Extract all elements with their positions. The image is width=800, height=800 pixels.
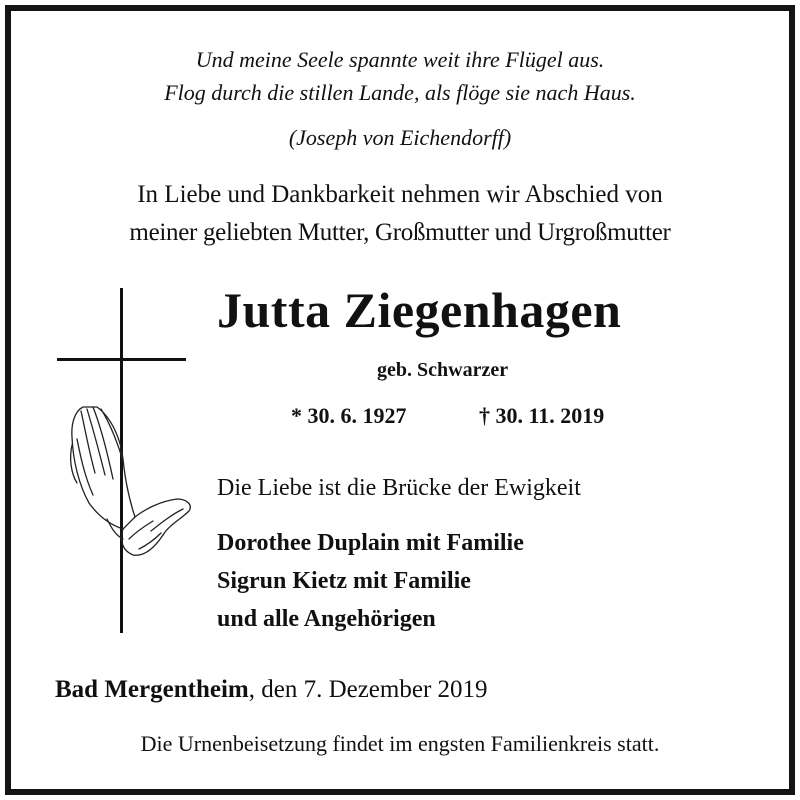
date: , den 7. Dezember 2019 (248, 676, 488, 703)
praying-hands-icon (67, 399, 193, 559)
poem-author: (Joseph von Eichendorff) (288, 125, 512, 150)
place-date-line (55, 676, 488, 704)
mourner-line: Sigrun Kietz mit Familie (217, 568, 471, 594)
mourner-line: Dorothee Duplain mit Familie (217, 530, 524, 556)
cross-bar (57, 358, 186, 361)
birth-date: * 30. 6. 1927 (291, 403, 407, 428)
birth-name: geb. Schwarzer (377, 359, 509, 381)
quote: Die Liebe ist die Brücke der Ewigkeit (217, 475, 581, 501)
intro-line-2: meiner geliebten Mutter, Großmutter und Urgroßmutter (129, 219, 671, 246)
burial-note: Die Urnenbeisetzung findet im engsten Familienkreis statt. (140, 731, 660, 756)
city: Bad Mergentheim (55, 676, 249, 703)
poem-line-2: Flog durch die stillen Lande, als flöge sie nach Haus. (164, 80, 636, 105)
mourner-line: und alle Angehörigen (217, 606, 436, 632)
intro-line-1: In Liebe und Dankbarkeit nehmen wir Abschied von (137, 181, 663, 208)
death-date: † 30. 11. 2019 (479, 403, 605, 428)
deceased-name: Jutta Ziegenhagen (217, 282, 622, 338)
poem-line-1: Und meine Seele spannte weit ihre Flügel aus. (195, 47, 605, 72)
obituary-notice (5, 5, 795, 795)
